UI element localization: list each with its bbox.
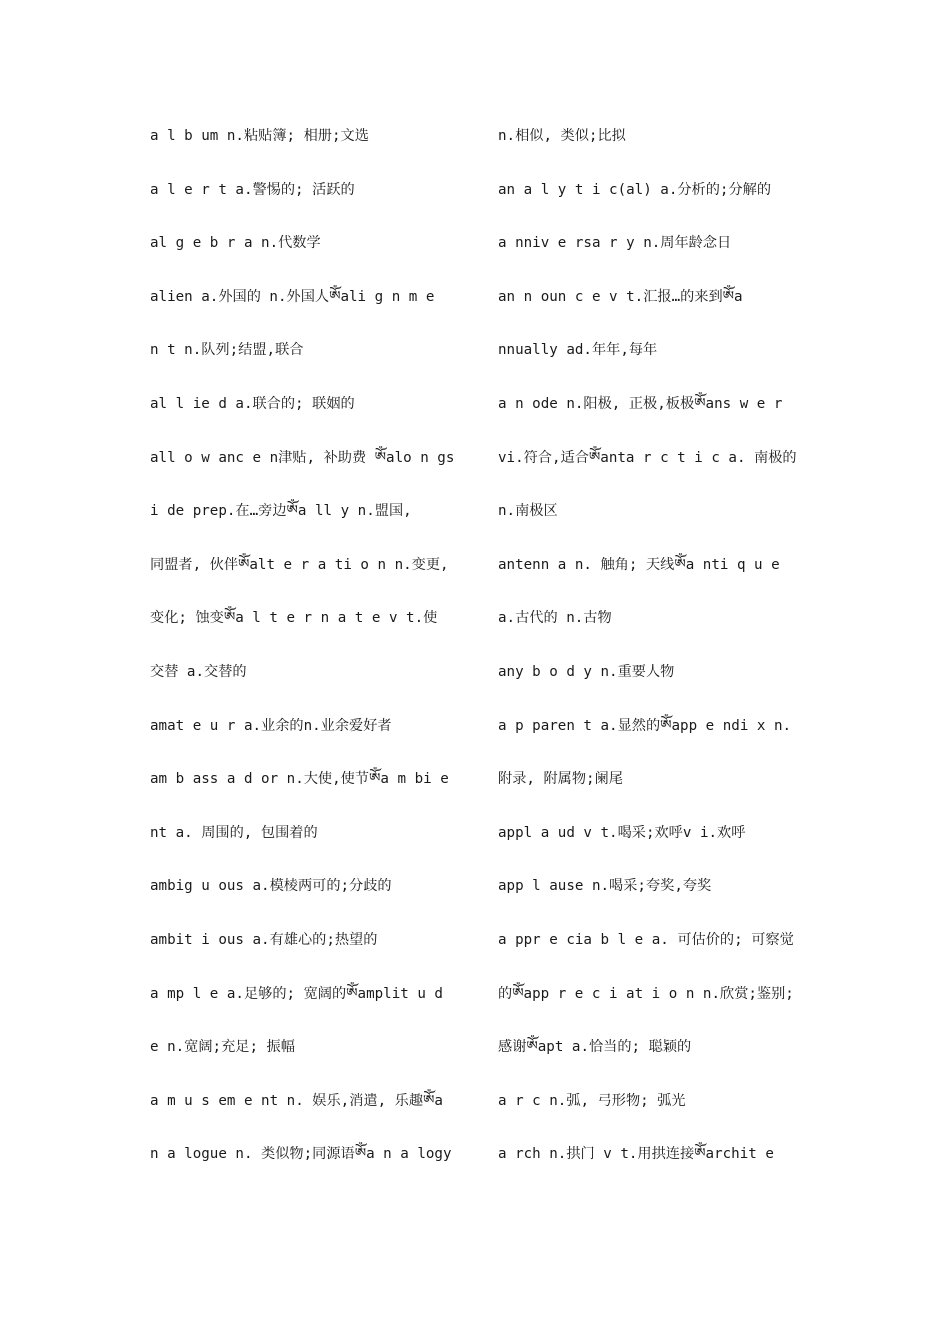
text-line: antenn a n. 触角; 天线ༀa nti q u e [498,556,780,573]
text-line: i de prep.在…旁边ༀa ll y n.盟国, [150,503,412,520]
text-line: n.相似, 类似;比拟 [498,128,626,144]
right-column [498,124,828,1196]
text-line: a.古代的 n.古物 [498,610,612,627]
text-line: an a l y t i c(al) a.分析的;分解的 [498,181,772,198]
text-line: n.南极区 [498,503,558,520]
text-line: al l ie d a.联合的; 联姻的 [150,395,355,412]
text-line: n a logue n. 类似物;同源语ༀa n a logy [150,1146,452,1163]
text-line: a n ode n.阳极, 正极,板极ༀans w e r [498,395,783,412]
text-line: a m u s em e nt n. 娱乐,消遣, 乐趣ༀa [150,1092,443,1109]
text-line: 交替 a.交替的 [150,663,247,680]
text-line: a p paren t a.显然的ༀapp e ndi x n. [498,717,792,734]
text-line: a ppr e cia b l e a. 可估价的; 可察觉 [498,931,794,948]
text-line: app l ause n.喝采;夸奖,夸奖 [498,878,712,895]
text-line: alien a.外国的 n.外国人ༀali g n m e [150,288,435,305]
text-line: a l b um n.粘贴簿; 相册;文选 [150,128,369,144]
text-line: 同盟者, 伙伴ༀalt e r a ti o n n.变更, [150,556,449,573]
text-line: ambit i ous a.有雄心的;热望的 [150,931,378,948]
text-line: ambig u ous a.模棱两可的;分歧的 [150,878,392,895]
text-line: al g e b r a n.代数学 [150,235,321,252]
left-column [150,124,480,1196]
text-line: all o w anc e n津贴, 补助费 ༀalo n gs [150,449,455,466]
text-line: e n.宽阔;充足; 振幅 [150,1039,295,1056]
text-line: an n oun c e v t.汇报…的来到ༀa [498,288,743,305]
text-line: am b ass a d or n.大使,使节ༀa m bi e [150,771,449,788]
text-line: nnually ad.年年,每年 [498,342,658,359]
text-line: n t n.队列;结盟,联合 [150,342,304,359]
text-line: 的ༀapp r e c i at i o n n.欣赏;鉴别; [498,985,794,1002]
text-line: a l e r t a.警惕的; 活跃的 [150,181,355,198]
text-line: appl a ud v t.喝采;欢呼v i.欢呼 [498,824,746,841]
text-line: vi.符合,适合ༀanta r c t i c a. 南极的 [498,449,797,466]
text-line: nt a. 周围的, 包围着的 [150,824,318,841]
text-line: any b o d y n.重要人物 [498,663,675,680]
text-line: a nniv e rsa r y n.周年龄念日 [498,235,732,252]
text-line: a rch n.拱门 v t.用拱连接ༀarchit e [498,1146,774,1163]
text-line: amat e u r a.业余的n.业余爱好者 [150,717,392,734]
text-line: a r c n.弧, 弓形物; 弧光 [498,1092,686,1109]
text-line: 变化; 蚀变ༀa l t e r n a t e v t.使 [150,610,438,627]
text-line: 感谢ༀapt a.恰当的; 聪颖的 [498,1039,692,1056]
text-line: 附录, 附属物;阑尾 [498,771,623,788]
text-line: a mp l e a.足够的; 宽阔的ༀamplit u d [150,985,443,1002]
